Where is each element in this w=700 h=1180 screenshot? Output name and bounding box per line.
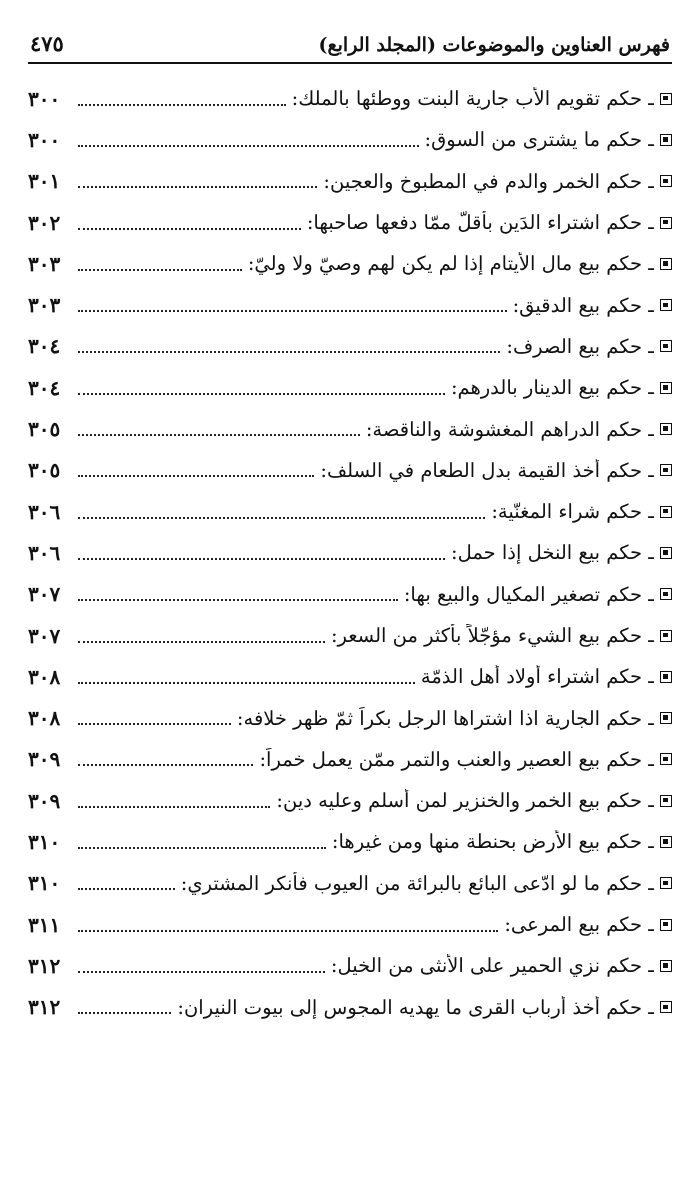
dot-leader [78, 599, 398, 601]
boxed-bullet-icon [660, 464, 672, 476]
dot-leader [78, 393, 445, 395]
toc-entry [28, 161, 672, 202]
toc-entry-title: ـ حكم شراء المغنّية: [491, 500, 654, 524]
boxed-bullet-icon [660, 258, 672, 270]
toc-entry-page: ٣١٢ [28, 995, 61, 1020]
toc-entry [28, 284, 672, 325]
toc-entry [28, 574, 672, 615]
toc-entry-page: ٣٠٤ [28, 334, 61, 359]
boxed-bullet-icon [660, 588, 672, 600]
toc-entry [28, 532, 672, 573]
dot-leader [78, 723, 231, 725]
toc-entry-title: ـ حكم الجارية اذا اشتراها الرجل بكراً ثمّ ظهر خلافه: [236, 706, 654, 730]
toc-entry [28, 491, 672, 532]
boxed-bullet-icon [660, 134, 672, 146]
toc-entry-title: ـ حكم أخذ القيمة بدل الطعام في السلف: [320, 458, 654, 482]
toc-entry [28, 904, 672, 945]
dot-leader [78, 930, 498, 932]
boxed-bullet-icon [660, 93, 672, 105]
toc-entry-title: ـ حكم اشتراء أولاد أهل الذمّة [420, 665, 654, 689]
toc-entry-page: ٣١٠ [28, 871, 61, 896]
dot-leader [78, 310, 507, 312]
toc-entry-page: ٣٠٩ [28, 788, 61, 813]
dot-leader [78, 269, 242, 271]
toc-entry-title: ـ حكم تصغير المكيال والبيع بها: [403, 582, 654, 606]
toc-entry [28, 450, 672, 491]
header-title: فهرس العناوين والموضوعات (المجلد الرابع) [318, 34, 670, 56]
boxed-bullet-icon [660, 960, 672, 972]
toc-list [28, 78, 672, 1028]
dot-leader [78, 764, 253, 766]
boxed-bullet-icon [660, 299, 672, 311]
toc-entry-page: ٣٠٩ [28, 747, 61, 772]
toc-entry-page: ٣٠٣ [28, 251, 61, 276]
toc-entry [28, 987, 672, 1028]
dot-leader [78, 847, 326, 849]
toc-entry-page: ٣٠٦ [28, 499, 61, 524]
toc-entry-title: ـ حكم الدراهم المغشوشة والناقصة: [365, 417, 654, 441]
toc-entry-page: ٣١١ [28, 912, 61, 937]
toc-entry-page: ٣٠٣ [28, 293, 61, 318]
toc-entry [28, 326, 672, 367]
boxed-bullet-icon [660, 382, 672, 394]
dot-leader [78, 517, 485, 519]
toc-entry-title: ـ حكم نزي الحمير على الأُنثى من الخيل: [330, 954, 654, 978]
toc-entry-title: ـ حكم بيع النخل إذا حمل: [451, 541, 654, 565]
boxed-bullet-icon [660, 506, 672, 518]
toc-entry-page: ٣٠٨ [28, 706, 61, 731]
toc-entry-page: ٣٠٠ [28, 86, 61, 111]
toc-entry [28, 821, 672, 862]
boxed-bullet-icon [660, 712, 672, 724]
page-header [28, 22, 672, 64]
toc-entry-page: ٣٠٢ [28, 210, 61, 235]
toc-entry-title: ـ حكم الخمر والدم في المطبوخ والعجين: [323, 169, 654, 193]
header-page-number: ٤٧٥ [30, 31, 64, 56]
toc-entry-title: ـ حكم بيع العصير والعنب والتمر ممّن يعمل خمراً: [259, 747, 654, 771]
toc-entry-page: ٣١٢ [28, 953, 61, 978]
toc-entry-page: ٣٠٧ [28, 623, 61, 648]
dot-leader [78, 228, 301, 230]
boxed-bullet-icon [660, 671, 672, 683]
toc-entry [28, 202, 672, 243]
dot-leader [78, 641, 325, 643]
dot-leader [78, 475, 314, 477]
boxed-bullet-icon [660, 753, 672, 765]
toc-entry-title: ـ حكم بيع الدينار بالدرهم: [450, 376, 654, 400]
toc-entry-title: ـ حكم بيع الخمر والخنزير لمن أسلم وعليه دين: [276, 789, 654, 813]
toc-entry [28, 945, 672, 986]
toc-entry [28, 863, 672, 904]
toc-entry [28, 408, 672, 449]
dot-leader [78, 806, 270, 808]
toc-entry-title: ـ حكم أخذ أرباب القرى ما يهديه المجوس إلى بيوت النيران: [177, 995, 654, 1019]
toc-entry-title: ـ حكم بيع الأرض بحنطة منها ومن غيرها: [331, 830, 654, 854]
toc-entry-title: ـ حكم بيع الدقيق: [512, 293, 654, 317]
toc-entry [28, 780, 672, 821]
toc-entry [28, 78, 672, 119]
toc-entry-page: ٣٠٥ [28, 417, 61, 442]
toc-entry [28, 739, 672, 780]
boxed-bullet-icon [660, 795, 672, 807]
toc-entry-page: ٣٠١ [28, 169, 61, 194]
boxed-bullet-icon [660, 1001, 672, 1013]
boxed-bullet-icon [660, 423, 672, 435]
toc-entry-title: ـ حكم ما لو ادّعى البائع بالبرائة من العيوب فأنكر المشتري: [180, 871, 654, 895]
dot-leader [78, 434, 360, 436]
toc-entry [28, 367, 672, 408]
toc-entry-title: ـ حكم بيع مال الأيتام إذا لم يكن لهم وصيّ ولا وليّ: [247, 252, 654, 276]
boxed-bullet-icon [660, 547, 672, 559]
boxed-bullet-icon [660, 877, 672, 889]
toc-entry [28, 697, 672, 738]
toc-entry-page: ٣٠٧ [28, 582, 61, 607]
dot-leader [78, 888, 175, 890]
toc-entry-page: ٣٠٨ [28, 664, 61, 689]
toc-entry-title: ـ حكم تقويم الأب جارية البنت ووطئها بالملك: [291, 87, 654, 111]
boxed-bullet-icon [660, 919, 672, 931]
toc-entry-title: ـ حكم بيع الصرف: [506, 334, 654, 358]
index-page [28, 22, 672, 1028]
toc-entry-page: ٣٠٥ [28, 458, 61, 483]
toc-entry-page: ٣٠٠ [28, 127, 61, 152]
dot-leader [78, 145, 419, 147]
toc-entry [28, 243, 672, 284]
toc-entry [28, 656, 672, 697]
toc-entry [28, 615, 672, 656]
dot-leader [78, 351, 500, 353]
toc-entry-title: ـ حكم بيع المرعى: [504, 913, 654, 937]
toc-entry-page: ٣٠٤ [28, 375, 61, 400]
toc-entry-page: ٣١٠ [28, 829, 61, 854]
toc-entry-title: ـ حكم اشتراء الدَين بأقلّ ممّا دفعها صاحبها: [306, 211, 654, 235]
boxed-bullet-icon [660, 340, 672, 352]
dot-leader [78, 1012, 171, 1014]
dot-leader [78, 104, 286, 106]
toc-entry [28, 119, 672, 160]
dot-leader [78, 971, 325, 973]
dot-leader [78, 186, 317, 188]
toc-entry-title: ـ حكم ما يشترى من السوق: [424, 128, 654, 152]
toc-entry-title: ـ حكم بيع الشيء مؤجّلاً بأكثر من السعر: [330, 624, 654, 647]
boxed-bullet-icon [660, 630, 672, 642]
boxed-bullet-icon [660, 217, 672, 229]
toc-entry-page: ٣٠٦ [28, 540, 61, 565]
boxed-bullet-icon [660, 836, 672, 848]
dot-leader [78, 558, 445, 560]
boxed-bullet-icon [660, 175, 672, 187]
dot-leader [78, 682, 415, 684]
